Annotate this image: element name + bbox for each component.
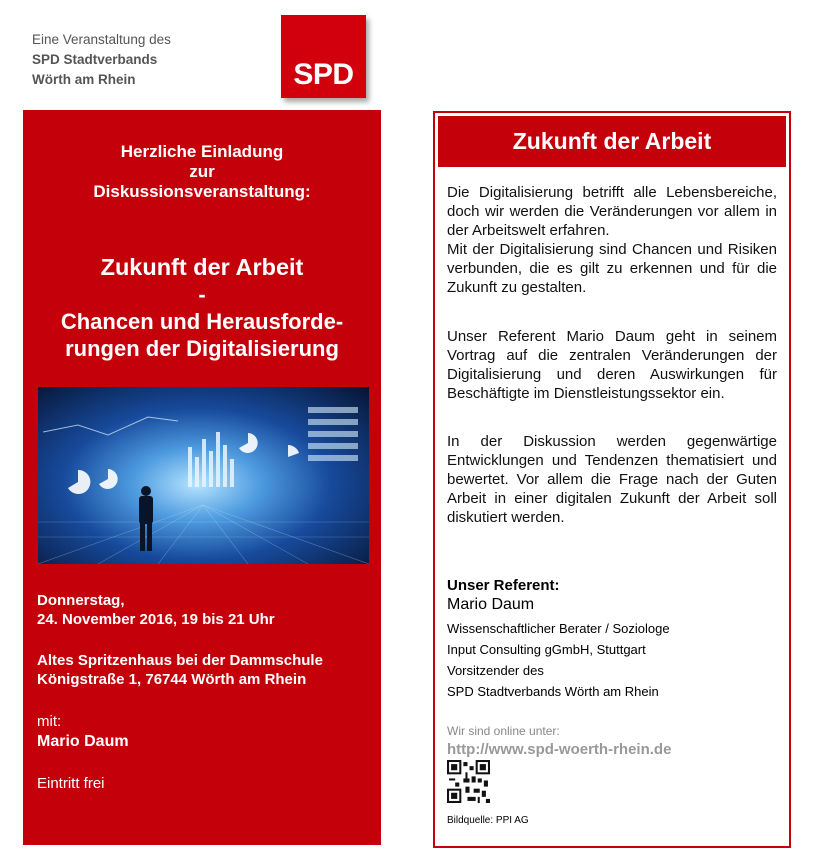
spd-logo	[281, 15, 366, 98]
organizer-note	[32, 30, 171, 90]
organizer-line: Eine Veranstaltung des	[32, 32, 171, 47]
referent-detail-line: Wissenschaftlicher Berater / Soziologe	[447, 621, 670, 636]
referent-detail-line: Input Consulting gGmbH, Stuttgart	[447, 642, 646, 657]
event-subtitle-line: Chancen und Herausforde-	[60, 309, 344, 334]
event-subtitle-line: rungen der Digitalisierung	[65, 336, 339, 361]
invitation-heading	[23, 142, 381, 202]
invitation-line: Herzliche Einladung	[120, 142, 284, 161]
event-title	[23, 254, 381, 362]
with-label: mit:	[37, 713, 62, 730]
referent-detail-line: SPD Stadtverbands Wörth am Rhein	[447, 684, 659, 699]
event-date	[37, 591, 275, 629]
referent-name: Mario Daum	[447, 596, 535, 613]
discussion-paragraph: In der Diskussion werden gegenwärtige Entwicklungen und Tendenzen thematisiert und bewertet. Vor allem die Frage nach der Guten Arbeit in einer digitalen Zukunft der Arbeit soll diskutiert werden.	[447, 433, 777, 526]
invitation-line: zur	[189, 162, 215, 181]
image-credit: Bildquelle: PPI AG	[447, 815, 529, 826]
intro-paragraph	[447, 183, 777, 297]
intro-text: Die Digitalisierung betrifft alle Lebensbereiche, doch wir werden die Veränderungen vor allem in der Arbeitswelt erfahren.	[447, 184, 777, 239]
referent-label: Unser Referent:	[447, 577, 560, 594]
organizer-city: Wörth am Rhein	[32, 72, 136, 87]
speaker-paragraph: Unser Referent Mario Daum geht in seinem Vortrag auf die zentralen Veränderungen der Digitalisierung und deren Auswirkungen für Beschäftigte im Dienstleistungssektor ein.	[447, 328, 777, 402]
online-label: Wir sind online unter:	[447, 724, 560, 738]
event-title-dash: -	[198, 282, 206, 307]
venue-address: Königstraße 1, 76744 Wörth am Rhein	[37, 671, 307, 688]
logo-text: SPD	[293, 58, 354, 91]
qr-code-icon[interactable]	[447, 760, 490, 803]
speaker-name: Mario Daum	[37, 733, 129, 750]
panel-title: Zukunft der Arbeit	[438, 116, 786, 167]
organizer-name: SPD Stadtverbands	[32, 52, 158, 67]
event-title-main: Zukunft der Arbeit	[100, 254, 304, 280]
referent-detail-line: Vorsitzender des	[447, 663, 544, 678]
event-day: Donnerstag,	[37, 592, 125, 609]
info-panel	[433, 111, 791, 848]
intro-text: Mit der Digitalisierung sind Chancen und Risiken verbunden, die es gilt zu erkennen und für die Zukunft zu gestalten.	[447, 241, 777, 296]
venue-name: Altes Spritzenhaus bei der Dammschule	[37, 652, 323, 669]
website-link[interactable]: http://www.spd-woerth-rhein.de	[447, 741, 672, 758]
entry-note: Eintritt frei	[37, 775, 105, 792]
invitation-line: Diskussionsveranstaltung:	[93, 182, 311, 201]
event-flyer-panel	[23, 110, 381, 845]
digital-future-image	[38, 387, 369, 564]
referent-details	[447, 618, 670, 702]
event-venue	[37, 651, 323, 689]
event-date-time: 24. November 2016, 19 bis 21 Uhr	[37, 611, 275, 628]
